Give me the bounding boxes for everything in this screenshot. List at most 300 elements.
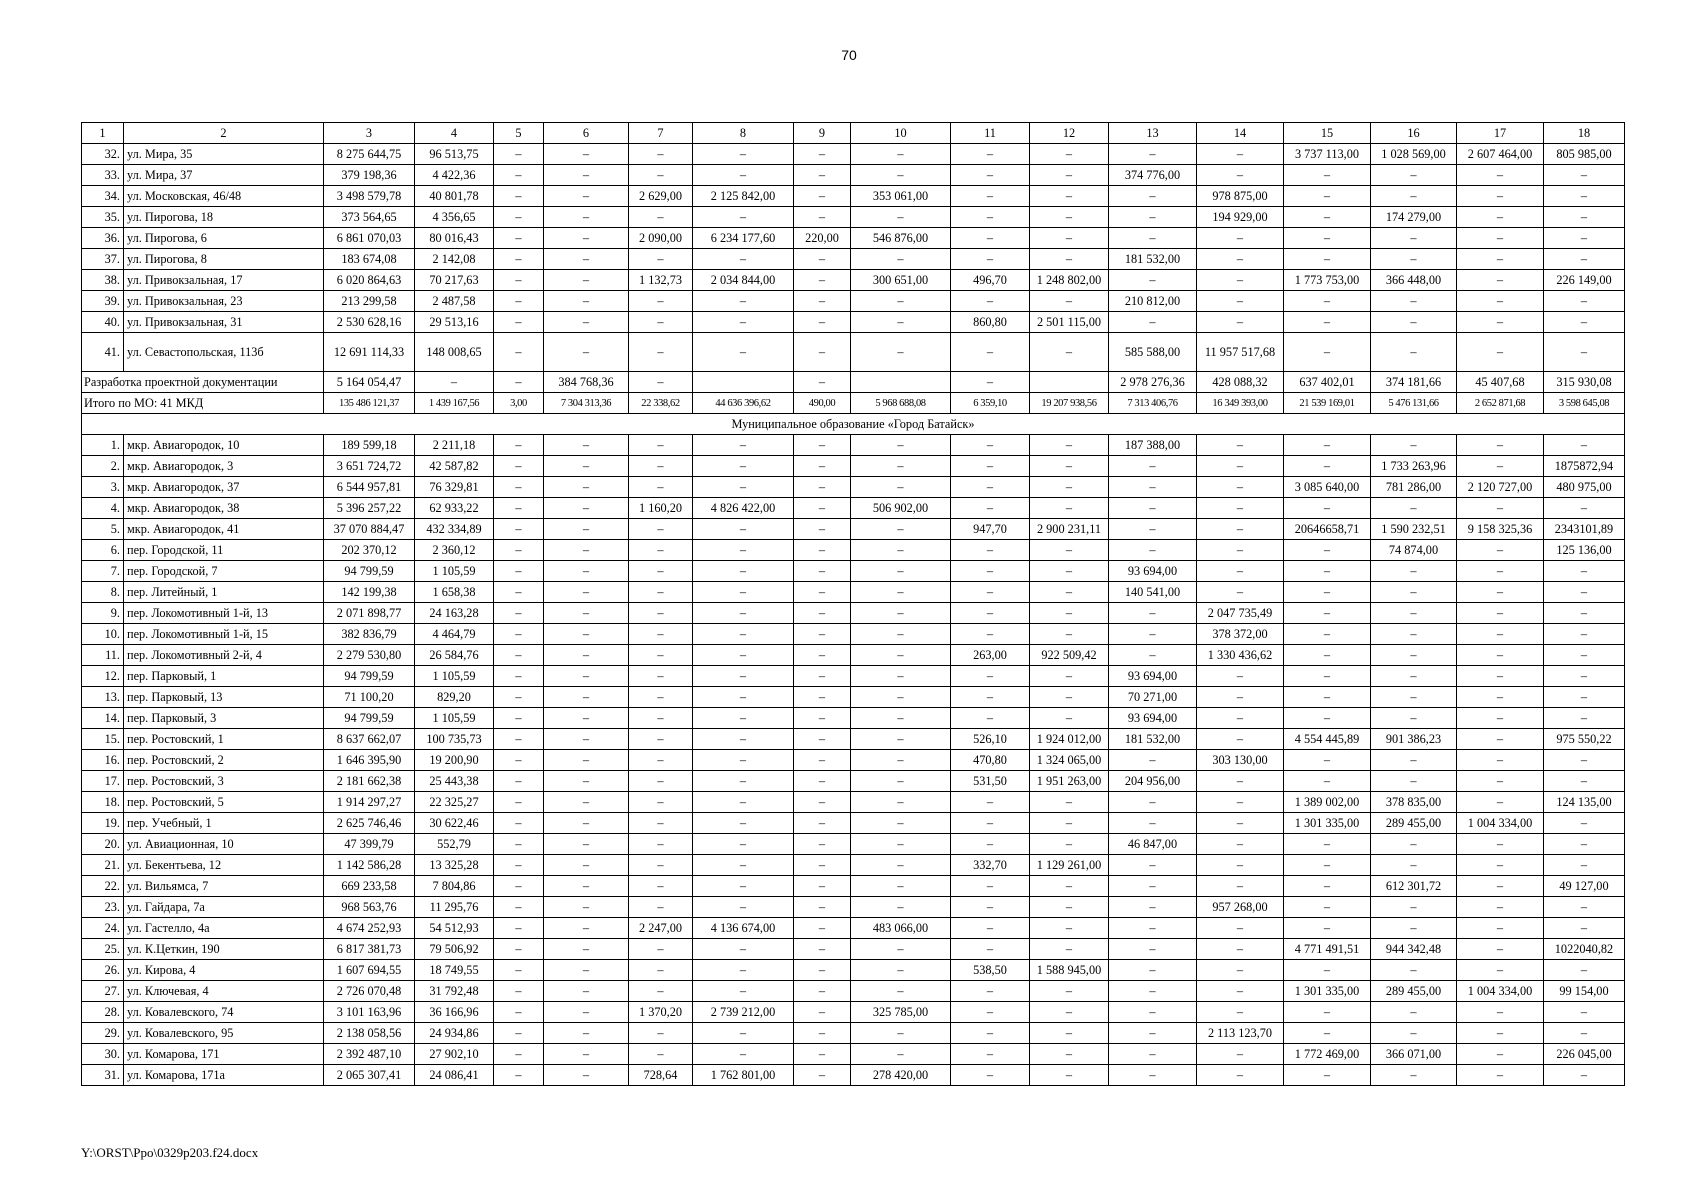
value-cell: –	[544, 981, 629, 1002]
value-cell: –	[1371, 333, 1457, 372]
value-cell: –	[794, 876, 851, 897]
value-cell: –	[1197, 540, 1284, 561]
value-cell: –	[1197, 1002, 1284, 1023]
value-cell: –	[1284, 687, 1371, 708]
value-cell: –	[1030, 918, 1109, 939]
address-cell: ул. Пирогова, 6	[124, 228, 324, 249]
value-cell: –	[794, 603, 851, 624]
value-cell: 1 004 334,00	[1457, 981, 1544, 1002]
value-cell: –	[794, 186, 851, 207]
row-number: 35.	[82, 207, 124, 228]
value-cell: –	[544, 561, 629, 582]
table-row	[82, 1044, 1625, 1065]
value-cell: –	[1544, 333, 1625, 372]
address-cell: пер. Ростовский, 5	[124, 792, 324, 813]
value-cell: –	[1197, 708, 1284, 729]
value-cell: 1 772 469,00	[1284, 1044, 1371, 1065]
value-cell: –	[1197, 876, 1284, 897]
table-row	[82, 645, 1625, 666]
value-cell: –	[494, 1044, 544, 1065]
value-cell: –	[1109, 312, 1197, 333]
row-number: 29.	[82, 1023, 124, 1044]
value-cell: 1875872,94	[1544, 456, 1625, 477]
value-cell: 470,80	[951, 750, 1030, 771]
value-cell: –	[1030, 834, 1109, 855]
value-cell: –	[794, 561, 851, 582]
value-cell: –	[1109, 519, 1197, 540]
value-cell: –	[1109, 750, 1197, 771]
value-cell: –	[1030, 207, 1109, 228]
value-cell: –	[794, 519, 851, 540]
value-cell: –	[1371, 582, 1457, 603]
value-cell: –	[1030, 477, 1109, 498]
value-cell: –	[1371, 228, 1457, 249]
value-cell: –	[494, 456, 544, 477]
value-cell: –	[1371, 708, 1457, 729]
value-cell: –	[1284, 228, 1371, 249]
value-cell: –	[1371, 645, 1457, 666]
value-cell: 49 127,00	[1544, 876, 1625, 897]
table-row	[82, 165, 1625, 186]
value-cell: 2 211,18	[415, 435, 494, 456]
value-cell: 4 356,65	[415, 207, 494, 228]
value-cell: –	[1030, 1023, 1109, 1044]
value-cell: –	[1284, 918, 1371, 939]
value-cell: 669 233,58	[324, 876, 415, 897]
value-cell: –	[1544, 645, 1625, 666]
value-cell: –	[693, 207, 794, 228]
value-cell: –	[1371, 498, 1457, 519]
value-cell: –	[544, 1023, 629, 1044]
value-cell: 124 135,00	[1544, 792, 1625, 813]
value-cell: –	[494, 207, 544, 228]
value-cell: 12 691 114,33	[324, 333, 415, 372]
value-cell: –	[629, 666, 693, 687]
value-cell: –	[1197, 939, 1284, 960]
value-cell: –	[629, 435, 693, 456]
value-cell: –	[1284, 291, 1371, 312]
value-cell: 19 207 938,56	[1030, 393, 1109, 414]
table-row	[82, 729, 1625, 750]
value-cell: –	[494, 897, 544, 918]
value-cell: –	[693, 249, 794, 270]
row-number: 36.	[82, 228, 124, 249]
header-cell: 8	[693, 123, 794, 144]
value-cell: –	[794, 435, 851, 456]
value-cell: –	[794, 960, 851, 981]
value-cell: –	[629, 708, 693, 729]
table-row	[82, 939, 1625, 960]
value-cell: 1 951 263,00	[1030, 771, 1109, 792]
value-cell: 94 799,59	[324, 666, 415, 687]
value-cell: 1 773 753,00	[1284, 270, 1371, 291]
value-cell: –	[629, 687, 693, 708]
value-cell: –	[794, 1065, 851, 1086]
value-cell: –	[851, 291, 951, 312]
value-cell	[851, 372, 951, 393]
value-cell: –	[1371, 603, 1457, 624]
value-cell: 2 034 844,00	[693, 270, 794, 291]
value-cell: –	[693, 144, 794, 165]
value-cell: 263,00	[951, 645, 1030, 666]
value-cell: –	[1544, 855, 1625, 876]
value-cell: –	[1284, 666, 1371, 687]
value-cell: –	[1371, 750, 1457, 771]
value-cell: –	[1544, 834, 1625, 855]
value-cell: –	[1457, 624, 1544, 645]
value-cell: –	[629, 291, 693, 312]
value-cell: 4 422,36	[415, 165, 494, 186]
value-cell: –	[951, 561, 1030, 582]
value-cell: –	[1457, 876, 1544, 897]
value-cell: –	[1197, 498, 1284, 519]
value-cell: –	[794, 582, 851, 603]
value-cell: 140 541,00	[1109, 582, 1197, 603]
value-cell: –	[1197, 666, 1284, 687]
page-number: 70	[841, 47, 857, 63]
value-cell: –	[693, 708, 794, 729]
value-cell: –	[693, 540, 794, 561]
value-cell: 1022040,82	[1544, 939, 1625, 960]
value-cell: 2 047 735,49	[1197, 603, 1284, 624]
value-cell: –	[544, 813, 629, 834]
value-cell: 3 651 724,72	[324, 456, 415, 477]
value-cell: –	[693, 1023, 794, 1044]
value-cell: 96 513,75	[415, 144, 494, 165]
table-row	[82, 897, 1625, 918]
value-cell: –	[1109, 186, 1197, 207]
address-cell: ул. Привокзальная, 23	[124, 291, 324, 312]
value-cell: –	[851, 456, 951, 477]
table-row	[82, 270, 1625, 291]
value-cell: –	[693, 771, 794, 792]
value-cell: –	[693, 603, 794, 624]
value-cell: 99 154,00	[1544, 981, 1625, 1002]
value-cell: 76 329,81	[415, 477, 494, 498]
value-cell: 29 513,16	[415, 312, 494, 333]
value-cell: 42 587,82	[415, 456, 494, 477]
value-cell: –	[1284, 876, 1371, 897]
row-number: 9.	[82, 603, 124, 624]
value-cell: –	[544, 750, 629, 771]
value-cell: –	[544, 834, 629, 855]
value-cell: –	[1457, 855, 1544, 876]
value-cell: –	[1030, 498, 1109, 519]
value-cell: –	[1544, 291, 1625, 312]
value-cell: –	[1544, 186, 1625, 207]
value-cell: 22 325,27	[415, 792, 494, 813]
value-cell: 202 370,12	[324, 540, 415, 561]
value-cell: –	[1544, 750, 1625, 771]
value-cell: –	[1109, 477, 1197, 498]
value-cell: –	[494, 729, 544, 750]
row-number: 22.	[82, 876, 124, 897]
value-cell: –	[494, 666, 544, 687]
value-cell: –	[851, 582, 951, 603]
value-cell: –	[794, 771, 851, 792]
table-row	[82, 498, 1625, 519]
value-cell: –	[1544, 1065, 1625, 1086]
address-cell: ул. К.Цеткин, 190	[124, 939, 324, 960]
value-cell: 2 625 746,46	[324, 813, 415, 834]
value-cell: –	[544, 855, 629, 876]
value-cell: 2 113 123,70	[1197, 1023, 1284, 1044]
row-number: 27.	[82, 981, 124, 1002]
value-cell: 18 749,55	[415, 960, 494, 981]
value-cell: –	[851, 750, 951, 771]
value-cell: 1 762 801,00	[693, 1065, 794, 1086]
value-cell: –	[629, 624, 693, 645]
value-cell: –	[494, 708, 544, 729]
value-cell: 781 286,00	[1371, 477, 1457, 498]
value-cell: –	[1284, 855, 1371, 876]
value-cell: –	[693, 624, 794, 645]
value-cell: –	[1197, 435, 1284, 456]
value-cell: 1 324 065,00	[1030, 750, 1109, 771]
row-number: 1.	[82, 435, 124, 456]
value-cell: –	[1371, 1065, 1457, 1086]
value-cell: –	[1109, 456, 1197, 477]
value-cell: –	[494, 435, 544, 456]
value-cell: 226 149,00	[1544, 270, 1625, 291]
value-cell: 4 674 252,93	[324, 918, 415, 939]
value-cell: –	[951, 603, 1030, 624]
address-cell: ул. Комарова, 171а	[124, 1065, 324, 1086]
value-cell: –	[1197, 291, 1284, 312]
value-cell: –	[494, 582, 544, 603]
row-number: 38.	[82, 270, 124, 291]
value-cell: 432 334,89	[415, 519, 494, 540]
value-cell: –	[693, 834, 794, 855]
value-cell: –	[494, 876, 544, 897]
value-cell: –	[794, 498, 851, 519]
value-cell: –	[794, 270, 851, 291]
value-cell: –	[693, 687, 794, 708]
value-cell: –	[794, 477, 851, 498]
value-cell: 805 985,00	[1544, 144, 1625, 165]
table-row	[82, 249, 1625, 270]
value-cell: –	[629, 981, 693, 1002]
value-cell: –	[951, 228, 1030, 249]
value-cell: –	[544, 270, 629, 291]
value-cell: –	[1109, 960, 1197, 981]
address-cell: пер. Локомотивный 1-й, 15	[124, 624, 324, 645]
value-cell: 22 338,62	[629, 393, 693, 414]
value-cell: –	[693, 312, 794, 333]
value-cell: –	[851, 897, 951, 918]
value-cell: –	[794, 939, 851, 960]
value-cell: –	[544, 582, 629, 603]
value-cell: –	[794, 249, 851, 270]
header-cell: 6	[544, 123, 629, 144]
address-cell: мкр. Авиагородок, 3	[124, 456, 324, 477]
address-cell: пер. Парковый, 1	[124, 666, 324, 687]
row-number: 6.	[82, 540, 124, 561]
value-cell: –	[1544, 687, 1625, 708]
value-cell: 585 588,00	[1109, 333, 1197, 372]
table-row	[82, 582, 1625, 603]
table-row	[82, 456, 1625, 477]
value-cell: –	[1109, 270, 1197, 291]
value-cell: –	[1371, 834, 1457, 855]
address-cell: пер. Ростовский, 1	[124, 729, 324, 750]
table-row	[82, 792, 1625, 813]
value-cell: –	[1457, 312, 1544, 333]
value-cell: –	[1371, 561, 1457, 582]
value-cell: –	[851, 708, 951, 729]
value-cell: –	[629, 939, 693, 960]
value-cell: 13 325,28	[415, 855, 494, 876]
value-cell: –	[851, 771, 951, 792]
value-cell: 546 876,00	[851, 228, 951, 249]
value-cell: 70 271,00	[1109, 687, 1197, 708]
value-cell: –	[1197, 165, 1284, 186]
value-cell: –	[794, 1044, 851, 1065]
value-cell: 968 563,76	[324, 897, 415, 918]
value-cell: 315 930,08	[1544, 372, 1625, 393]
value-cell: –	[1457, 561, 1544, 582]
value-cell: –	[1284, 897, 1371, 918]
value-cell: 531,50	[951, 771, 1030, 792]
value-cell: –	[851, 855, 951, 876]
value-cell: 1 590 232,51	[1371, 519, 1457, 540]
value-cell: –	[951, 1065, 1030, 1086]
header-cell: 5	[494, 123, 544, 144]
value-cell: –	[951, 207, 1030, 228]
value-cell: 612 301,72	[1371, 876, 1457, 897]
value-cell: –	[1457, 729, 1544, 750]
value-cell: –	[544, 792, 629, 813]
value-cell: –	[1457, 333, 1544, 372]
value-cell: –	[1371, 855, 1457, 876]
value-cell: –	[794, 708, 851, 729]
value-cell: –	[1030, 792, 1109, 813]
value-cell: –	[693, 333, 794, 372]
value-cell: 11 957 517,68	[1197, 333, 1284, 372]
value-cell: –	[544, 876, 629, 897]
value-cell: –	[794, 456, 851, 477]
value-cell: –	[544, 435, 629, 456]
value-cell: –	[851, 165, 951, 186]
value-cell: –	[629, 312, 693, 333]
value-cell: –	[629, 1044, 693, 1065]
value-cell: –	[794, 729, 851, 750]
value-cell: –	[951, 477, 1030, 498]
value-cell: 94 799,59	[324, 561, 415, 582]
value-cell: 2 530 628,16	[324, 312, 415, 333]
value-cell: –	[794, 291, 851, 312]
value-cell: 194 929,00	[1197, 207, 1284, 228]
value-cell: –	[629, 750, 693, 771]
value-cell: –	[851, 939, 951, 960]
value-cell: 1 646 395,90	[324, 750, 415, 771]
value-cell: –	[1030, 687, 1109, 708]
value-cell: –	[629, 960, 693, 981]
table-row	[82, 708, 1625, 729]
value-cell: –	[544, 897, 629, 918]
section-title: Муниципальное образование «Город Батайск»	[82, 414, 1625, 435]
value-cell: –	[1197, 855, 1284, 876]
value-cell: –	[1197, 144, 1284, 165]
value-cell: –	[951, 981, 1030, 1002]
value-cell: 6 544 957,81	[324, 477, 415, 498]
value-cell: –	[1109, 144, 1197, 165]
value-cell: 300 651,00	[851, 270, 951, 291]
value-cell: 379 198,36	[324, 165, 415, 186]
value-cell: –	[415, 372, 494, 393]
value-cell: –	[1109, 603, 1197, 624]
value-cell: 384 768,36	[544, 372, 629, 393]
value-cell: –	[1030, 708, 1109, 729]
value-cell: –	[494, 540, 544, 561]
value-cell: –	[629, 1023, 693, 1044]
value-cell: –	[951, 144, 1030, 165]
row-number: 20.	[82, 834, 124, 855]
value-cell: –	[794, 1023, 851, 1044]
value-cell: 47 399,79	[324, 834, 415, 855]
value-cell: –	[1197, 456, 1284, 477]
value-cell: 1 301 335,00	[1284, 981, 1371, 1002]
value-cell: –	[544, 1002, 629, 1023]
value-cell: 25 443,38	[415, 771, 494, 792]
value-cell: –	[1284, 960, 1371, 981]
value-cell: –	[1544, 771, 1625, 792]
value-cell: –	[693, 666, 794, 687]
table-row	[82, 540, 1625, 561]
row-number: 33.	[82, 165, 124, 186]
value-cell: 1 160,20	[629, 498, 693, 519]
value-cell: 93 694,00	[1109, 561, 1197, 582]
value-cell: –	[1457, 1002, 1544, 1023]
value-cell: 19 200,90	[415, 750, 494, 771]
value-cell: –	[494, 918, 544, 939]
value-cell: 373 564,65	[324, 207, 415, 228]
table-row	[82, 291, 1625, 312]
value-cell: –	[494, 771, 544, 792]
value-cell: 5 396 257,22	[324, 498, 415, 519]
value-cell: 2 071 898,77	[324, 603, 415, 624]
value-cell: –	[951, 435, 1030, 456]
address-cell: ул. Пирогова, 8	[124, 249, 324, 270]
value-cell: 490,00	[794, 393, 851, 414]
value-cell: –	[1030, 603, 1109, 624]
value-cell: –	[851, 477, 951, 498]
total-label: Итого по МО: 41 МКД	[82, 393, 324, 414]
value-cell: –	[1284, 435, 1371, 456]
value-cell: 3 598 645,08	[1544, 393, 1625, 414]
value-cell: –	[629, 456, 693, 477]
value-cell: –	[1284, 1002, 1371, 1023]
value-cell: 2 487,58	[415, 291, 494, 312]
value-cell: –	[1544, 249, 1625, 270]
value-cell: –	[794, 312, 851, 333]
row-number: 17.	[82, 771, 124, 792]
value-cell: 1 607 694,55	[324, 960, 415, 981]
row-number: 25.	[82, 939, 124, 960]
value-cell: –	[1544, 708, 1625, 729]
address-cell: пер. Ростовский, 3	[124, 771, 324, 792]
address-cell: ул. Вильямса, 7	[124, 876, 324, 897]
value-cell: –	[494, 249, 544, 270]
value-cell: 1 330 436,62	[1197, 645, 1284, 666]
value-cell: –	[1030, 624, 1109, 645]
value-cell: –	[794, 144, 851, 165]
header-cell: 14	[1197, 123, 1284, 144]
value-cell: –	[1284, 456, 1371, 477]
value-cell: –	[629, 855, 693, 876]
table-row	[82, 1023, 1625, 1044]
value-cell: –	[1544, 897, 1625, 918]
